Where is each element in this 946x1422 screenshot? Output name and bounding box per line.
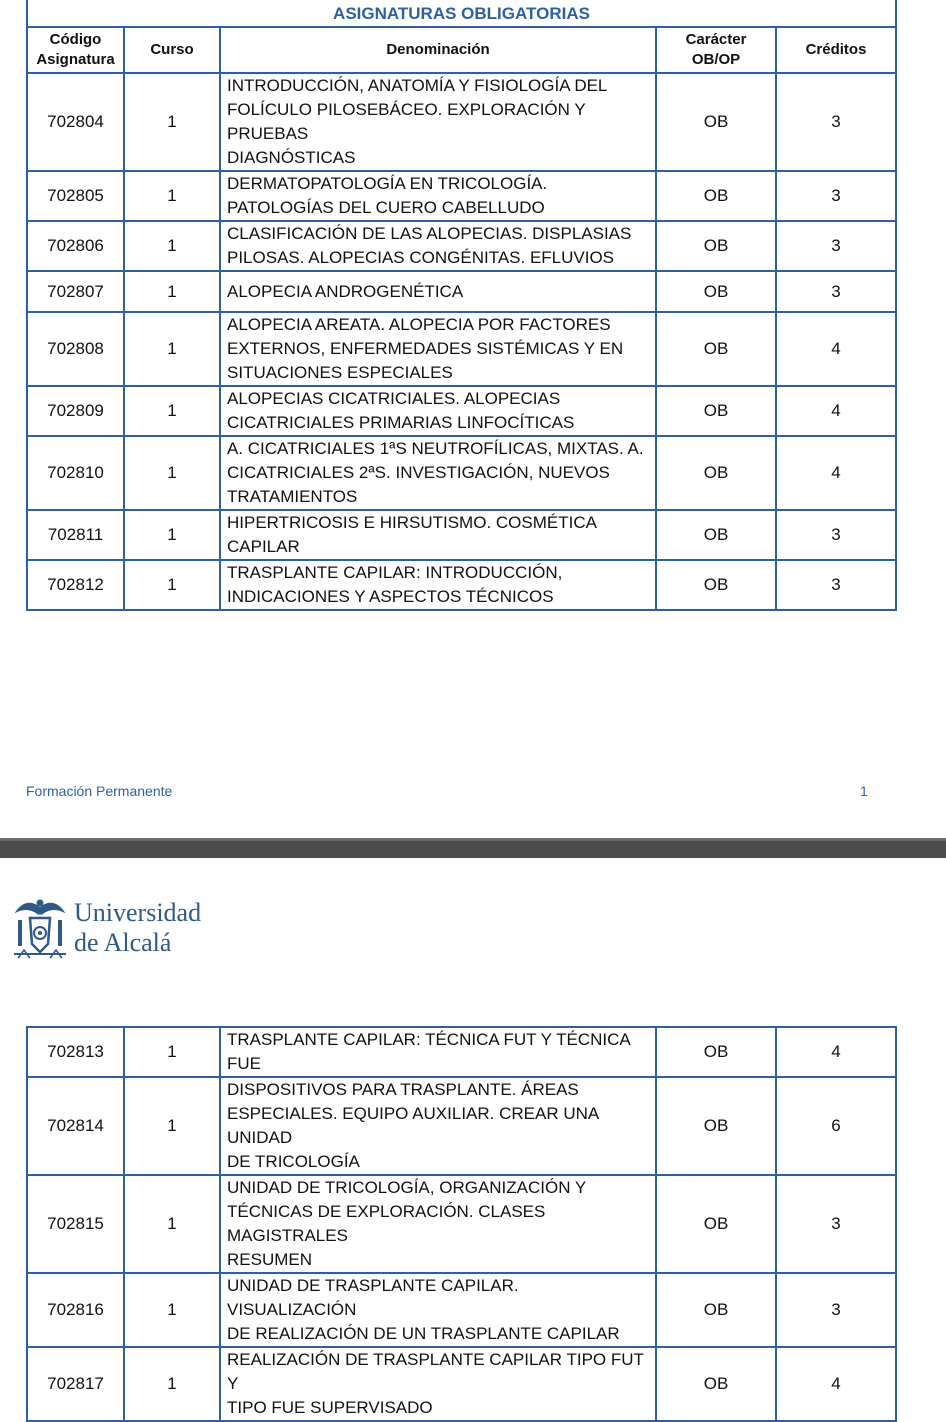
denominacion-line: DE REALIZACIÓN DE UN TRASPLANTE CAPILAR (227, 1324, 620, 1343)
cell-code: 702813 (27, 1027, 124, 1077)
cell-course: 1 (124, 312, 220, 386)
cell-code: 702807 (27, 271, 124, 312)
cell-course: 1 (124, 510, 220, 560)
header-codigo (27, 27, 124, 73)
document-page-2 (0, 858, 946, 1417)
denominacion-line: REALIZACIÓN DE TRASPLANTE CAPILAR TIPO FUT Y (227, 1350, 644, 1393)
cell-code: 702809 (27, 386, 124, 436)
header-caracter-line1: Carácter (685, 31, 747, 48)
denominacion-line: PATOLOGÍAS DEL CUERO CABELLUDO (227, 198, 545, 217)
cell-code: 702808 (27, 312, 124, 386)
cell-denominacion (220, 436, 656, 510)
denominacion-line: ESPECIALES. EQUIPO AUXILIAR. CREAR UNA UNIDAD (227, 1104, 599, 1147)
denominacion-line: TIPO FUE SUPERVISADO (227, 1398, 433, 1417)
cell-credits: 6 (776, 1077, 896, 1175)
denominacion-line: INDICACIONES Y ASPECTOS TÉCNICOS (227, 587, 554, 606)
denominacion-line: SITUACIONES ESPECIALES (227, 363, 453, 382)
logo-line-1: Universidad (74, 898, 202, 927)
table-row (27, 436, 896, 510)
cell-credits: 3 (776, 510, 896, 560)
cell-credits: 4 (776, 312, 896, 386)
cell-credits: 3 (776, 271, 896, 312)
cell-denominacion (220, 1175, 656, 1273)
cell-code: 702805 (27, 171, 124, 221)
cell-type: OB (656, 560, 776, 610)
cell-credits: 3 (776, 73, 896, 171)
cell-type: OB (656, 1347, 776, 1421)
university-name (74, 898, 201, 958)
subjects-table-page-1 (26, 0, 897, 611)
footer-label: Formación Permanente (26, 783, 173, 799)
cell-type: OB (656, 73, 776, 171)
table-row (27, 560, 896, 610)
cell-type: OB (656, 221, 776, 271)
cell-code: 702816 (27, 1273, 124, 1347)
header-curso: Curso (124, 27, 220, 73)
cell-type: OB (656, 271, 776, 312)
cell-code: 702804 (27, 73, 124, 171)
cell-course: 1 (124, 1347, 220, 1421)
denominacion-line: CICATRICIALES 2ªS. INVESTIGACIÓN, NUEVOS (227, 463, 610, 482)
cell-credits: 3 (776, 1175, 896, 1273)
cell-course: 1 (124, 271, 220, 312)
cell-denominacion (220, 386, 656, 436)
cell-credits: 3 (776, 171, 896, 221)
cell-course: 1 (124, 73, 220, 171)
denominacion-line: DIAGNÓSTICAS (227, 148, 356, 167)
table-row (27, 171, 896, 221)
page-separator (0, 838, 946, 858)
cell-denominacion (220, 1273, 656, 1347)
cell-denominacion (220, 1027, 656, 1077)
denominacion-line: TRATAMIENTOS (227, 487, 358, 506)
cell-code: 702812 (27, 560, 124, 610)
table-row (27, 510, 896, 560)
table-row (27, 73, 896, 171)
cell-code: 702815 (27, 1175, 124, 1273)
cell-course: 1 (124, 386, 220, 436)
cell-credits: 4 (776, 1347, 896, 1421)
cell-credits: 3 (776, 1273, 896, 1347)
denominacion-line: ALOPECIAS CICATRICIALES. ALOPECIAS (227, 389, 561, 408)
cell-denominacion (220, 271, 656, 312)
denominacion-line: FOLÍCULO PILOSEBÁCEO. EXPLORACIÓN Y PRUEBAS (227, 100, 586, 143)
table-row (27, 1027, 896, 1077)
cell-course: 1 (124, 1175, 220, 1273)
logo-line-2: de Alcalá (74, 928, 172, 957)
header-codigo-line1: Código (49, 31, 102, 48)
cell-code: 702817 (27, 1347, 124, 1421)
cell-type: OB (656, 1077, 776, 1175)
cell-credits: 3 (776, 221, 896, 271)
table-row (27, 221, 896, 271)
denominacion-line: PILOSAS. ALOPECIAS CONGÉNITAS. EFLUVIOS (227, 248, 615, 267)
cell-type: OB (656, 312, 776, 386)
denominacion-line: ALOPECIA ANDROGENÉTICA (227, 281, 464, 301)
table-row (27, 1077, 896, 1175)
table-row (27, 312, 896, 386)
denominacion-line: A. CICATRICIALES 1ªS NEUTROFÍLICAS, MIXTAS. A. (227, 439, 644, 458)
denominacion-line: UNIDAD DE TRICOLOGÍA, ORGANIZACIÓN Y (227, 1178, 587, 1197)
cell-type: OB (656, 1175, 776, 1273)
denominacion-line: DISPOSITIVOS PARA TRASPLANTE. ÁREAS (227, 1080, 579, 1099)
table-row (27, 1175, 896, 1273)
cell-type: OB (656, 510, 776, 560)
table-body-page-2 (27, 1027, 896, 1421)
page-number: 1 (860, 783, 868, 799)
header-denominacion: Denominación (220, 27, 656, 73)
cell-denominacion (220, 560, 656, 610)
university-crest-icon (12, 896, 68, 962)
cell-code: 702806 (27, 221, 124, 271)
cell-denominacion (220, 510, 656, 560)
cell-code: 702810 (27, 436, 124, 510)
cell-type: OB (656, 1273, 776, 1347)
denominacion-line: DE TRICOLOGÍA (227, 1152, 360, 1171)
cell-course: 1 (124, 171, 220, 221)
denominacion-line: RESUMEN (227, 1250, 313, 1269)
cell-denominacion (220, 221, 656, 271)
cell-type: OB (656, 436, 776, 510)
section-title: ASIGNATURAS OBLIGATORIAS (27, 0, 896, 27)
cell-code: 702814 (27, 1077, 124, 1175)
denominacion-line: CLASIFICACIÓN DE LAS ALOPECIAS. DISPLASIAS (227, 224, 632, 243)
cell-denominacion (220, 312, 656, 386)
cell-credits: 4 (776, 386, 896, 436)
table-row (27, 271, 896, 312)
denominacion-line: CICATRICIALES PRIMARIAS LINFOCÍTICAS (227, 413, 575, 432)
subjects-table-page-2 (26, 1026, 897, 1422)
cell-credits: 4 (776, 436, 896, 510)
denominacion-line: UNIDAD DE TRASPLANTE CAPILAR. VISUALIZACIÓN (227, 1276, 519, 1319)
cell-course: 1 (124, 560, 220, 610)
header-codigo-line2: Asignatura (36, 51, 115, 68)
cell-course: 1 (124, 1273, 220, 1347)
cell-course: 1 (124, 1077, 220, 1175)
cell-type: OB (656, 171, 776, 221)
cell-denominacion (220, 1077, 656, 1175)
cell-denominacion (220, 171, 656, 221)
cell-course: 1 (124, 1027, 220, 1077)
cell-code: 702811 (27, 510, 124, 560)
denominacion-line: TÉCNICAS DE EXPLORACIÓN. CLASES MAGISTRALES (227, 1202, 546, 1245)
denominacion-line: ALOPECIA AREATA. ALOPECIA POR FACTORES (227, 315, 611, 334)
denominacion-line: TRASPLANTE CAPILAR: INTRODUCCIÓN, (227, 563, 563, 582)
table-row (27, 1347, 896, 1421)
cell-credits: 3 (776, 560, 896, 610)
table-row (27, 386, 896, 436)
table-row (27, 1273, 896, 1347)
denominacion-line: INTRODUCCIÓN, ANATOMÍA Y FISIOLOGÍA DEL (227, 76, 608, 95)
denominacion-line: EXTERNOS, ENFERMEDADES SISTÉMICAS Y EN (227, 339, 624, 358)
denominacion-line: HIPERTRICOSIS E HIRSUTISMO. COSMÉTICA CAPILAR (227, 513, 597, 556)
denominacion-line: TRASPLANTE CAPILAR: TÉCNICA FUT Y TÉCNICA FUE (227, 1030, 630, 1073)
cell-course: 1 (124, 436, 220, 510)
header-caracter-line2: OB/OP (691, 51, 741, 68)
cell-denominacion (220, 1347, 656, 1421)
cell-course: 1 (124, 221, 220, 271)
cell-type: OB (656, 386, 776, 436)
cell-denominacion (220, 73, 656, 171)
university-logo (12, 896, 212, 962)
cell-credits: 4 (776, 1027, 896, 1077)
header-caracter (656, 27, 776, 73)
denominacion-line: DERMATOPATOLOGÍA EN TRICOLOGÍA. (227, 174, 548, 193)
cell-type: OB (656, 1027, 776, 1077)
header-creditos: Créditos (776, 27, 896, 73)
table-body-page-1 (27, 73, 896, 610)
